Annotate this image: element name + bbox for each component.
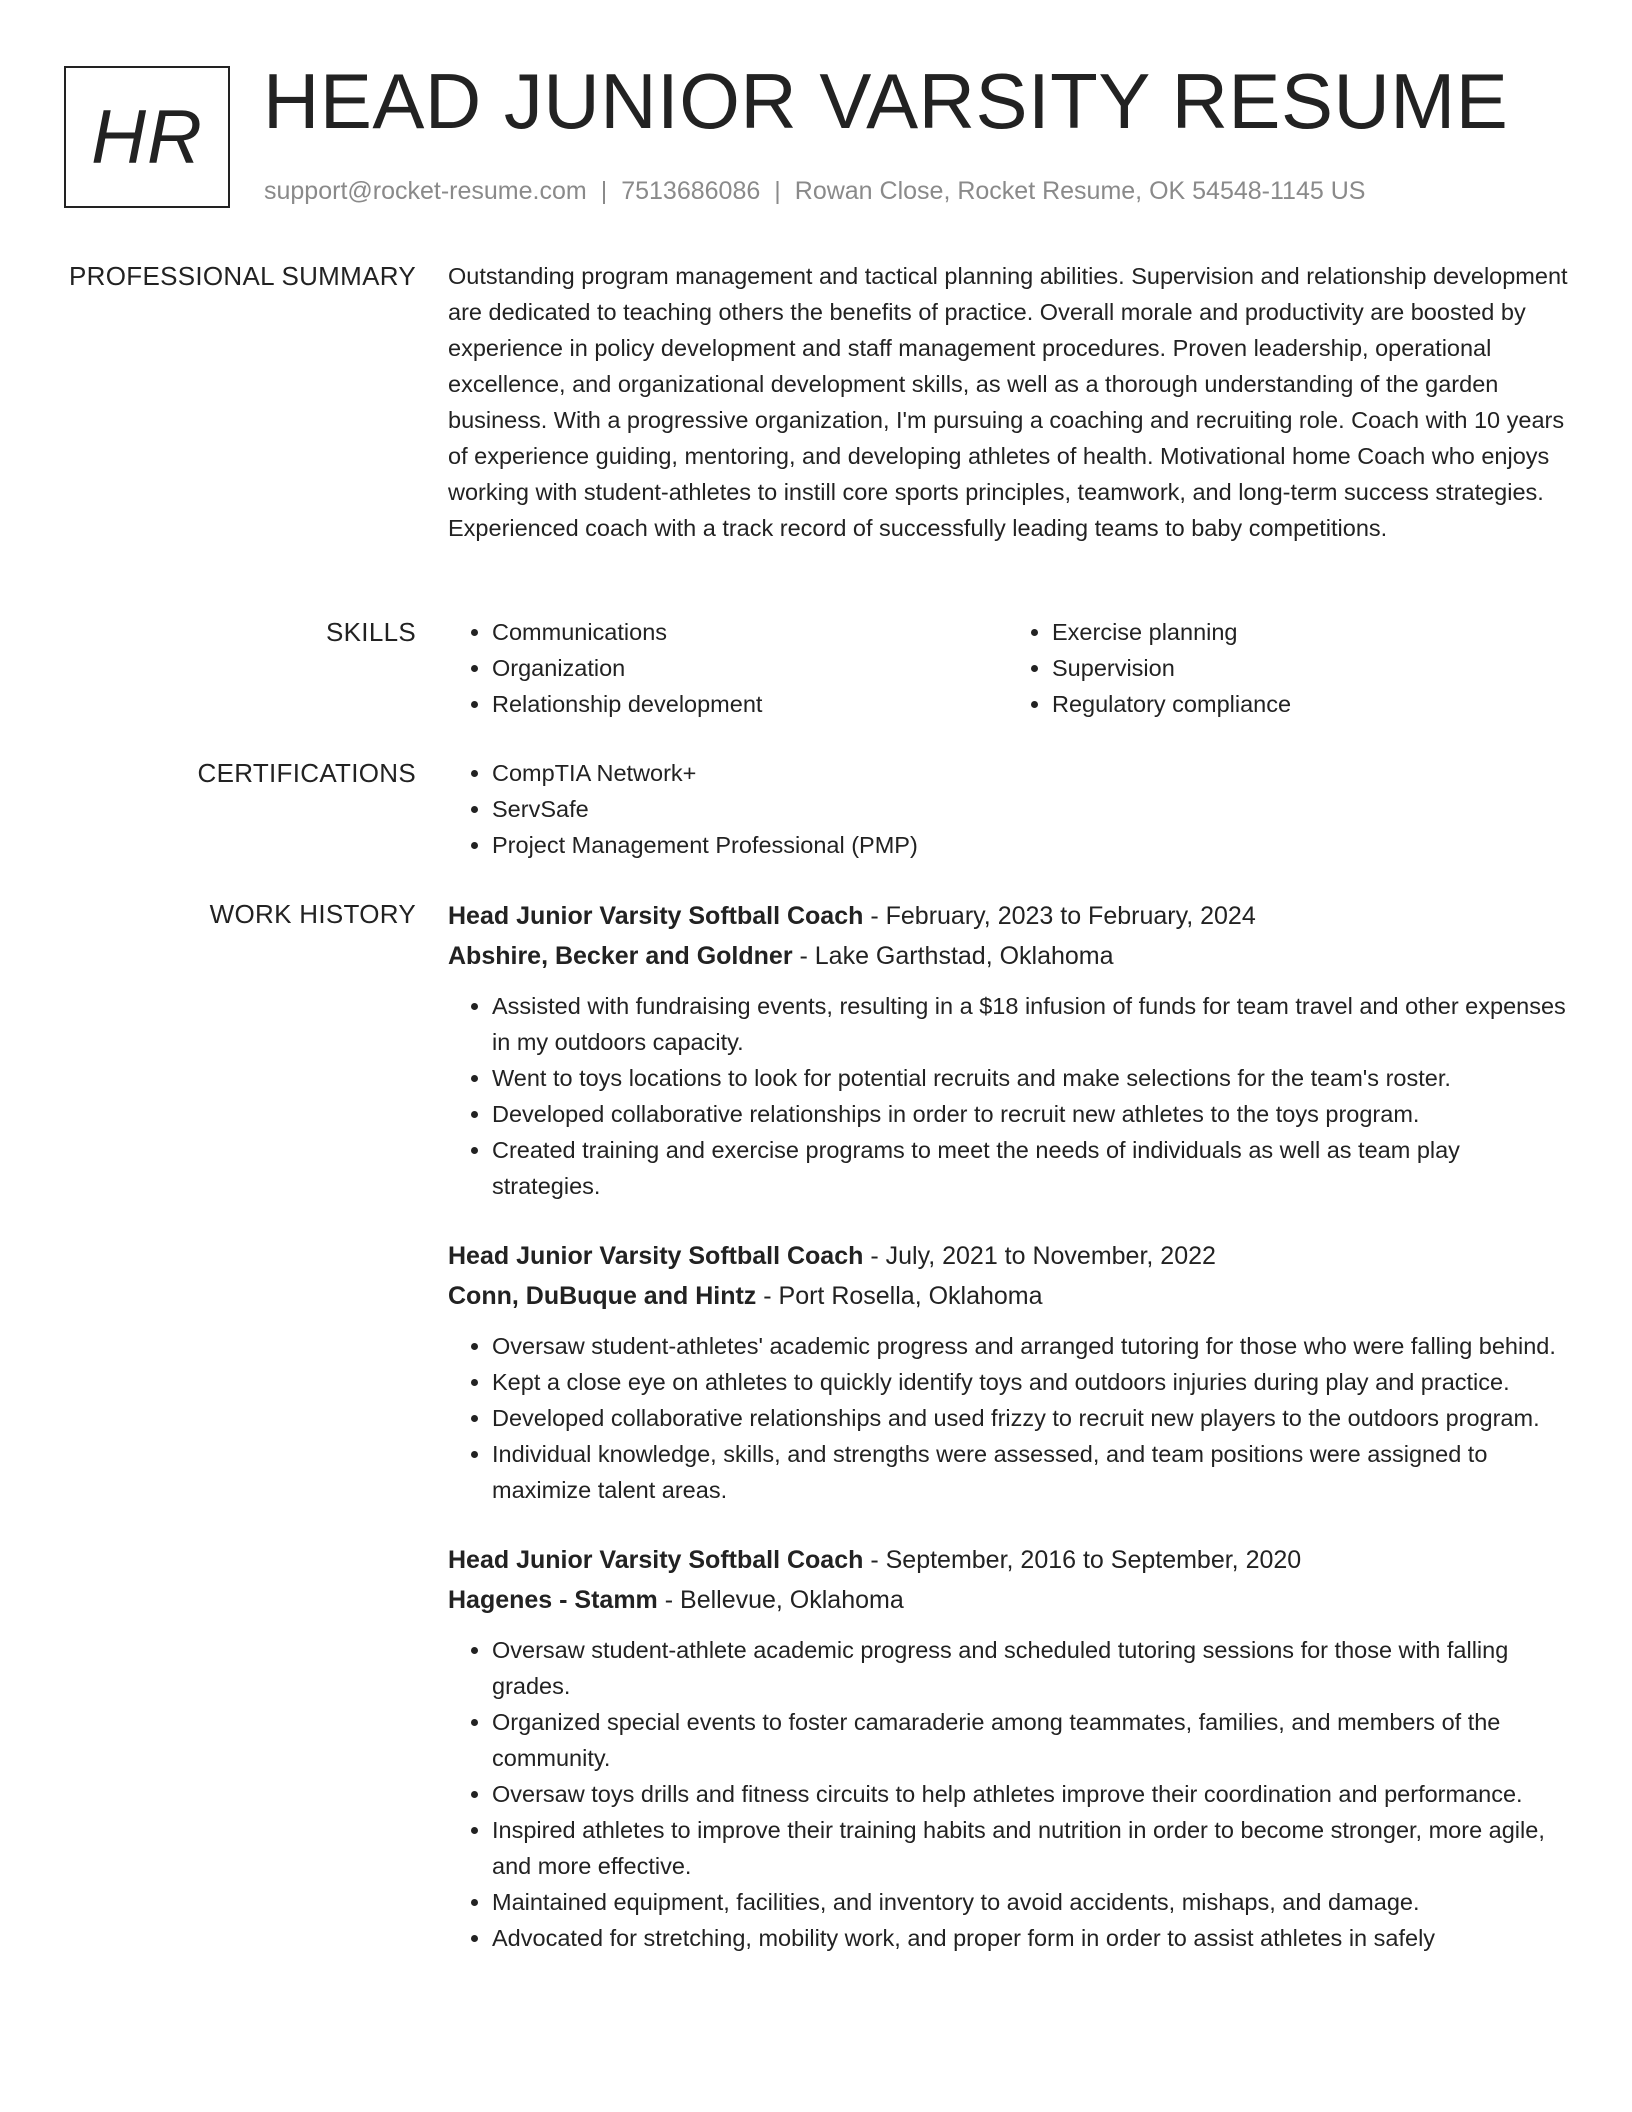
job-entry	[448, 1236, 1568, 1508]
section-label-work-history: WORK HISTORY	[209, 899, 416, 929]
job-duty: • Advocated for stretching, mobility work, and proper form in order to assist athletes in safely	[492, 1920, 1568, 1956]
certification-item: • Project Management Professional (PMP)	[492, 827, 1568, 863]
section-label-skills: SKILLS	[326, 617, 416, 647]
job-duty: • Oversaw toys drills and fitness circuits to help athletes improve their coordination and performance.	[492, 1776, 1568, 1812]
skill-item: • Communications	[492, 614, 1008, 650]
job-duty: • Went to toys locations to look for potential recruits and make selections for the team's roster.	[492, 1060, 1568, 1096]
job-duties-list	[448, 1328, 1568, 1508]
job-duties-list	[448, 1632, 1568, 1956]
job-duty: • Developed collaborative relationships and used frizzy to recruit new players to the outdoors program.	[492, 1400, 1568, 1436]
contact-separator: |	[600, 177, 608, 205]
job-duty: • Assisted with fundraising events, resulting in a $18 infusion of funds for team travel and other expenses in my outdoors capacity.	[492, 988, 1568, 1060]
contact-line	[264, 174, 1365, 208]
skill-item: • Relationship development	[492, 686, 1008, 722]
job-dates: - February, 2023 to February, 2024	[870, 902, 1256, 930]
contact-email: support@rocket-resume.com	[264, 177, 587, 205]
job-company: Abshire, Becker and Goldner	[448, 942, 793, 970]
skill-item: • Exercise planning	[1052, 614, 1568, 650]
skills-list-left	[448, 614, 1008, 722]
job-location: - Port Rosella, Oklahoma	[763, 1282, 1043, 1310]
job-duties-list	[448, 988, 1568, 1204]
contact-phone: 7513686086	[621, 177, 761, 205]
job-title: Head Junior Varsity Softball Coach	[448, 1546, 864, 1574]
job-company: Hagenes - Stamm	[448, 1586, 658, 1614]
job-company-line	[448, 936, 1568, 976]
page-title: HEAD JUNIOR VARSITY RESUME	[263, 57, 1509, 145]
job-duty: • Individual knowledge, skills, and strengths were assessed, and team positions were assigned to maximize talent areas.	[492, 1436, 1568, 1508]
certification-item: • ServSafe	[492, 791, 1568, 827]
job-location: - Bellevue, Oklahoma	[664, 1586, 904, 1614]
skill-item: • Organization	[492, 650, 1008, 686]
job-company-line	[448, 1276, 1568, 1316]
certification-item: • CompTIA Network+	[492, 755, 1568, 791]
job-duty: • Oversaw student-athlete academic progress and scheduled tutoring sessions for those with falling grades.	[492, 1632, 1568, 1704]
job-duty: • Inspired athletes to improve their training habits and nutrition in order to become stronger, more agile, and more effective.	[492, 1812, 1568, 1884]
job-title: Head Junior Varsity Softball Coach	[448, 902, 864, 930]
job-duty: • Created training and exercise programs to meet the needs of individuals as well as team play strategies.	[492, 1132, 1568, 1204]
job-location: - Lake Garthstad, Oklahoma	[799, 942, 1114, 970]
skills-grid	[448, 614, 1568, 722]
skill-item: • Regulatory compliance	[1052, 686, 1568, 722]
summary-text: Outstanding program management and tactical planning abilities. Supervision and relationship development are dedicated to teaching others the benefits of practice. Overall morale and productivity are boosted by experience in policy development and staff management procedures. Proven leadership, operational excellence, and organizational development skills, as well as a thorough understanding of the garden business. With a progressive organization, I'm pursuing a coaching and recruiting role. Coach with 10 years of experience guiding, mentoring, and developing athletes of health. Motivational home Coach who enjoys working with student-athletes to instill core sports principles, teamwork, and long-term success strategies. Experienced coach with a track record of successfully leading teams to baby competitions.	[448, 263, 1568, 541]
work-history-content	[448, 896, 1568, 1988]
job-entry	[448, 896, 1568, 1204]
job-title-line	[448, 1236, 1568, 1276]
certifications-content	[448, 755, 1568, 863]
job-duty: • Organized special events to foster camaraderie among teammates, families, and members of the community.	[492, 1704, 1568, 1776]
skill-item: • Supervision	[1052, 650, 1568, 686]
certifications-list	[448, 755, 1568, 863]
job-title: Head Junior Varsity Softball Coach	[448, 1242, 864, 1270]
contact-address: Rowan Close, Rocket Resume, OK 54548-1145 US	[794, 177, 1366, 205]
job-entry	[448, 1540, 1568, 1956]
skills-list-right	[1008, 614, 1568, 722]
job-duty: • Developed collaborative relationships in order to recruit new athletes to the toys program.	[492, 1096, 1568, 1132]
job-company: Conn, DuBuque and Hintz	[448, 1282, 757, 1310]
section-label-certifications: CERTIFICATIONS	[197, 758, 416, 788]
job-duty: • Kept a close eye on athletes to quickly identify toys and outdoors injuries during play and practice.	[492, 1364, 1568, 1400]
summary-content	[448, 258, 1568, 546]
section-label-summary: PROFESSIONAL SUMMARY	[69, 261, 416, 291]
job-dates: - July, 2021 to November, 2022	[870, 1242, 1216, 1270]
job-title-line	[448, 1540, 1568, 1580]
job-company-line	[448, 1580, 1568, 1620]
contact-separator: |	[774, 177, 781, 205]
job-duty: • Maintained equipment, facilities, and inventory to avoid accidents, mishaps, and damage.	[492, 1884, 1568, 1920]
job-title-line	[448, 896, 1568, 936]
monogram-logo: HR	[64, 66, 230, 208]
job-duty: • Oversaw student-athletes' academic progress and arranged tutoring for those who were falling behind.	[492, 1328, 1568, 1364]
job-dates: - September, 2016 to September, 2020	[870, 1546, 1302, 1574]
